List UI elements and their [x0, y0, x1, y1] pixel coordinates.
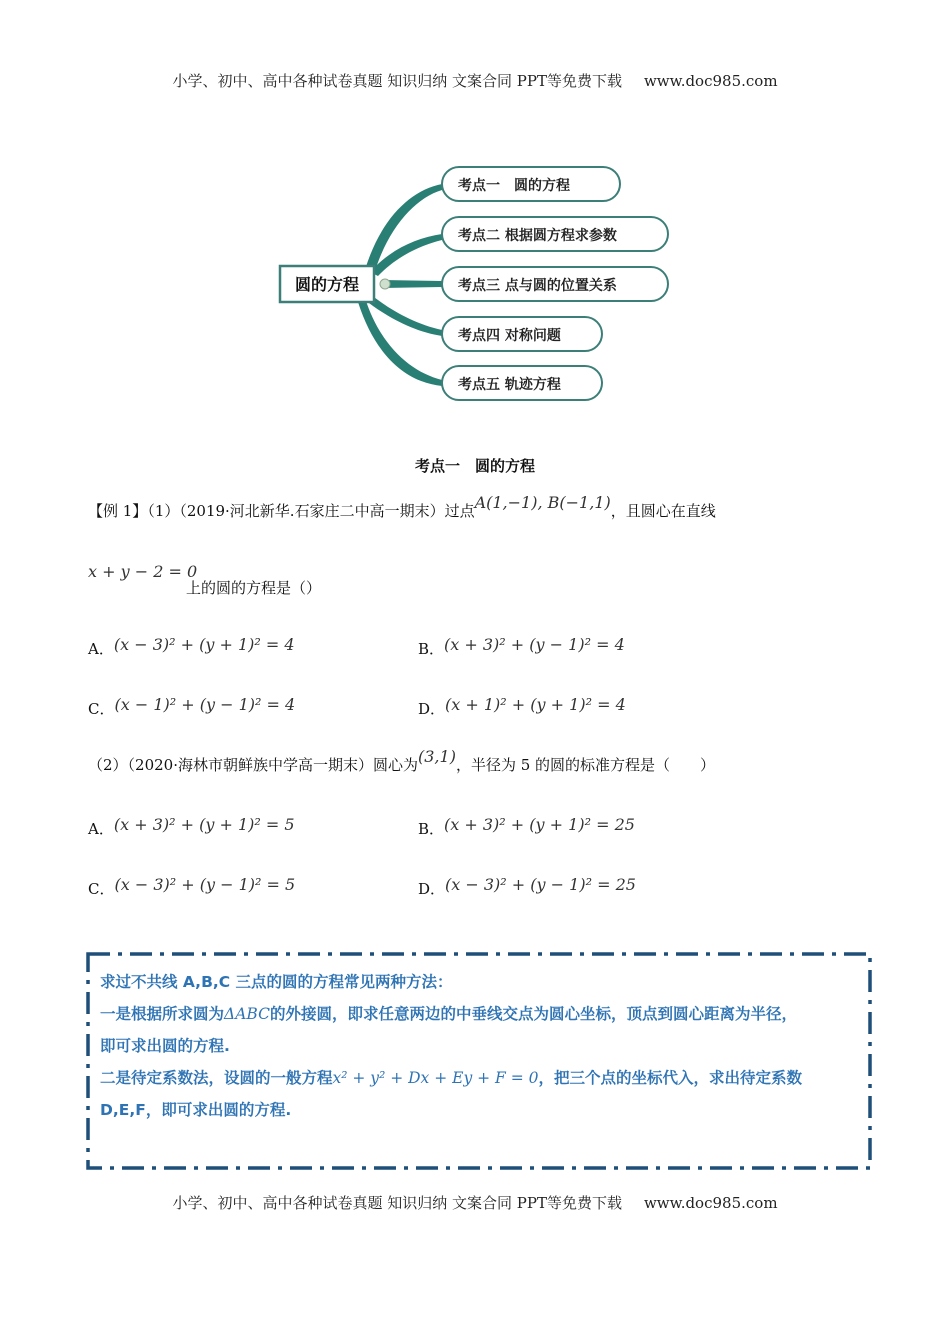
option-letter: A．: [88, 640, 114, 658]
tip-line-1: 求过不共线 A,B,C 三点的圆的方程常见两种方法：: [100, 973, 453, 991]
header-text: 小学、初中、高中各种试卷真题 知识归纳 文案合同 PPT等免费下载: [172, 72, 622, 90]
option-letter: B．: [418, 820, 445, 838]
option-letter: B．: [418, 640, 445, 658]
example1-q2-line1: [88, 747, 716, 775]
q2-center: (3,1): [418, 747, 456, 766]
tip-line-2-a: 一是根据所求圆为: [100, 1005, 225, 1023]
footer-text: 小学、初中、高中各种试卷真题 知识归纳 文案合同 PPT等免费下载: [172, 1194, 622, 1212]
tip-line-2-math: ΔABC: [224, 1005, 270, 1023]
mindmap-node-1-label: 考点一 圆的方程: [458, 178, 570, 194]
example1-label: 【例 1】: [88, 502, 148, 520]
q2-prefix: （2）（2020·海林市朝鲜族中学高一期末）圆心为: [88, 756, 418, 774]
tip-line-2: [100, 998, 860, 1030]
tip-line-4-math: x² + y² + Dx + Ey + F = 0: [332, 1069, 539, 1087]
q2-suffix: ，半径为 5 的圆的标准方程是（ ）: [455, 756, 716, 774]
option-expr: (x − 3)² + (y + 1)² = 4: [113, 635, 295, 654]
option-letter: C．: [88, 700, 115, 718]
q1-suffix: ，且圆心在直线: [610, 502, 716, 520]
option-expr: (x − 3)² + (y − 1)² = 25: [445, 875, 636, 894]
tip-line-3: 即可求出圆的方程.: [100, 1037, 230, 1055]
footer-url[interactable]: www.doc985.com: [643, 1194, 778, 1212]
page-footer: [0, 1192, 950, 1213]
q1-option-b[interactable]: [418, 634, 625, 658]
mindmap-connector-dot: [380, 279, 390, 289]
mindmap: [270, 160, 690, 410]
mindmap-branch-3: [382, 280, 442, 288]
q1-line-equation: x + y − 2 = 0: [88, 562, 198, 581]
tip-line-2-b: 的外接圆，即求任意两边的中垂线交点为圆心坐标，顶点到圆心距离为半径，: [269, 1005, 797, 1023]
q1-line-suffix: 上的圆的方程是（）: [186, 579, 322, 597]
option-letter: A．: [88, 820, 114, 838]
q2-option-a[interactable]: [88, 814, 295, 838]
q2-option-d[interactable]: [418, 874, 636, 898]
option-expr: (x − 1)² + (y − 1)² = 4: [114, 695, 296, 714]
mindmap-node-4-label: 考点四 对称问题: [458, 328, 561, 344]
example1-q1-line1: [88, 493, 716, 521]
page-header: [0, 70, 950, 91]
option-expr: (x + 1)² + (y + 1)² = 4: [445, 695, 626, 714]
q1-option-a[interactable]: [88, 634, 295, 658]
tip-line-4: [100, 1062, 860, 1094]
tip-line-5: D,E,F，即可求出圆的方程.: [100, 1101, 292, 1119]
option-expr: (x − 3)² + (y − 1)² = 5: [114, 875, 296, 894]
q1-prefix: （1）（2019·河北新华.石家庄二中高一期末）过点: [147, 502, 475, 520]
option-expr: (x + 3)² + (y + 1)² = 5: [113, 815, 295, 834]
q1-option-d[interactable]: [418, 694, 626, 718]
option-letter: C．: [88, 880, 115, 898]
q1-option-c[interactable]: [88, 694, 296, 718]
mindmap-node-2-label: 考点二 根据圆方程求参数: [458, 228, 617, 244]
mindmap-branch-1: [365, 184, 442, 274]
option-expr: (x + 3)² + (y − 1)² = 4: [444, 635, 625, 654]
q1-points: A(1,−1), B(−1,1): [474, 493, 611, 512]
q2-option-b[interactable]: [418, 814, 635, 838]
option-letter: D．: [418, 700, 446, 718]
mindmap-root-label: 圆的方程: [294, 275, 360, 294]
section-title: 考点一 圆的方程: [414, 457, 535, 475]
tip-line-4-b: ，把三个点的坐标代入，求出待定系数: [538, 1069, 803, 1087]
option-expr: (x + 3)² + (y + 1)² = 25: [444, 815, 635, 834]
tip-box: [100, 966, 860, 1126]
tip-line-4-a: 二是待定系数法，设圆的一般方程: [100, 1069, 333, 1087]
mindmap-node-5-label: 考点五 轨迹方程: [458, 377, 561, 393]
mindmap-branch-5: [358, 298, 442, 386]
header-url[interactable]: www.doc985.com: [643, 72, 778, 90]
q2-option-c[interactable]: [88, 874, 296, 898]
mindmap-node-3-label: 考点三 点与圆的位置关系: [458, 278, 617, 294]
option-letter: D．: [418, 880, 446, 898]
